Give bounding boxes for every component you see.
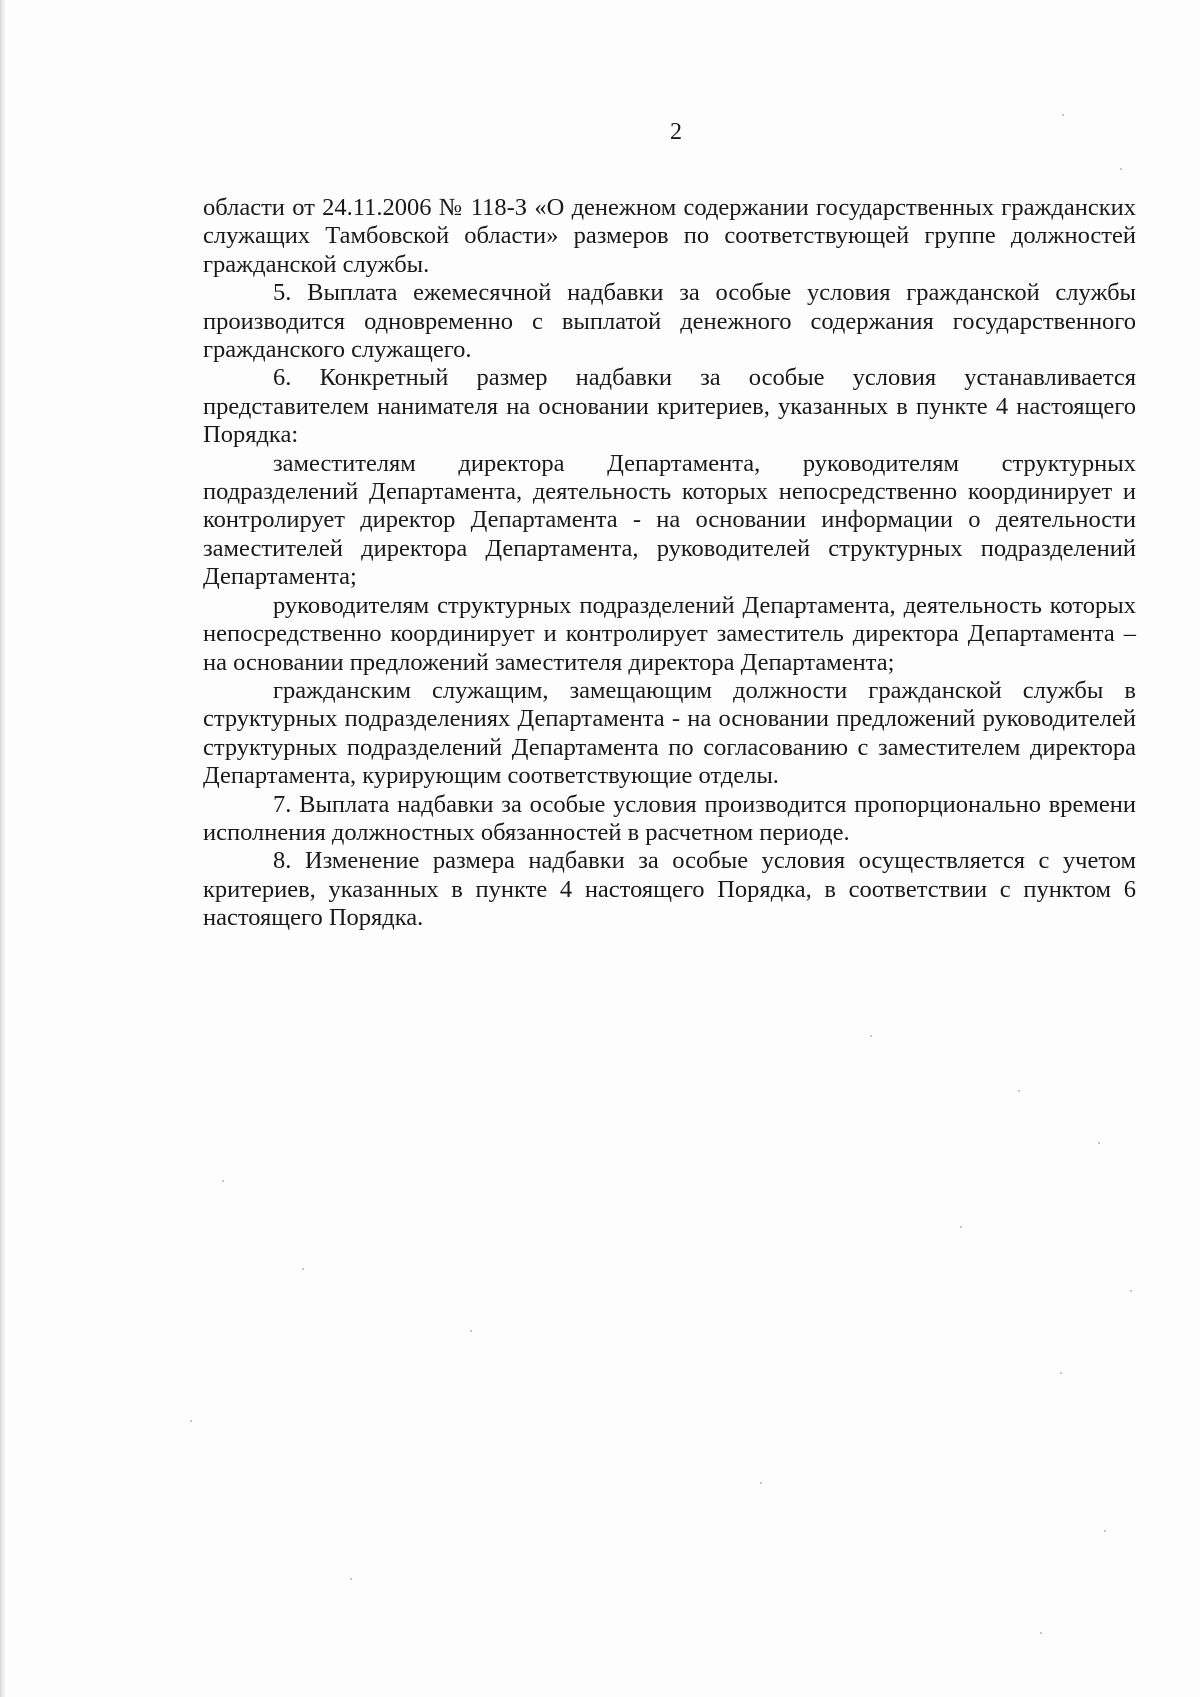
paragraph-item-6-civil-servants: гражданским служащим, замещающим должности гражданской службы в структурных подразделениях Департамента - на основании предложений руководителей структурных подразделений Департамента по согласованию с заместителем директора Департамента, курирующим соответствующие отделы. <box>203 676 1136 790</box>
scan-edge-shadow <box>0 0 6 1697</box>
paragraph-item-6: 6. Конкретный размер надбавки за особые условия устанавливается представителем нанимателя на основании критериев, указанных в пункте 4 настоящего Порядка: <box>203 364 1136 449</box>
document-body <box>203 194 1136 933</box>
page-number: 2 <box>670 119 682 145</box>
paragraph-item-7: 7. Выплата надбавки за особые условия производится пропорционально времени исполнения должностных обязанностей в расчетном периоде. <box>203 790 1136 846</box>
paragraph-item-6-deputies: заместителям директора Департамента, руководителям структурных подразделений Департамента, деятельность которых непосредственно координирует и контролирует директор Департамента - на основании информации о деятельности заместителей директора Департамента, руководителей структурных подразделений Департамента; <box>203 449 1136 591</box>
paragraph-item-8: 8. Изменение размера надбавки за особые условия осуществляется с учетом критериев, указанных в пункте 4 настоящего Порядка, в соответствии с пунктом 6 настоящего Порядка. <box>203 847 1136 932</box>
paragraph-item-5: 5. Выплата ежемесячной надбавки за особые условия гражданской службы производится одновременно с выплатой денежного содержания государственного гражданского служащего. <box>203 279 1136 364</box>
paragraph-continuation: области от 24.11.2006 № 118-З «О денежном содержании государственных гражданских служащих Тамбовской области» размеров по соответствующей группе должностей гражданской службы. <box>203 194 1136 278</box>
paragraph-item-6-heads: руководителям структурных подразделений Департамента, деятельность которых непосредственно координирует и контролирует заместитель директора Департамента – на основании предложений заместителя директора Департамента; <box>203 591 1136 676</box>
